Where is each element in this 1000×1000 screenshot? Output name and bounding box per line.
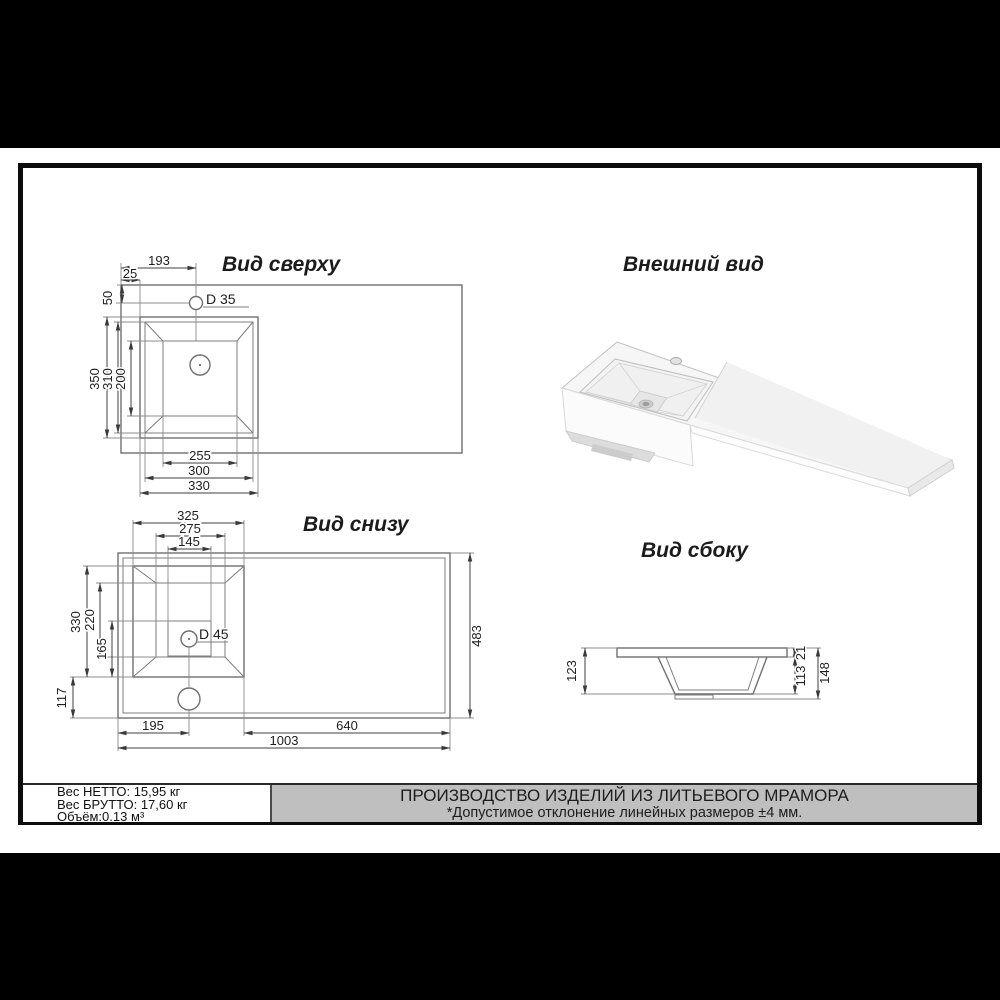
faucet-hole-3d	[671, 358, 682, 365]
slab-profile	[617, 648, 787, 657]
dimension-label: 275	[179, 521, 201, 536]
dimension-label: 1003	[269, 733, 299, 748]
bowl-outer-profile	[658, 657, 767, 694]
dimension-label: 330	[188, 478, 210, 493]
dimension-label: 165	[94, 638, 109, 660]
dimension-label: 25	[122, 266, 138, 281]
countertop-outline	[121, 285, 462, 453]
dimension-label: 220	[82, 609, 97, 631]
drain-center-mark	[188, 638, 190, 640]
dimension-label: 50	[100, 290, 115, 306]
drain-stub	[675, 695, 713, 699]
external-view-render	[545, 320, 980, 510]
dimension-label: 325	[177, 508, 199, 523]
gross-weight-text: Вес БРУТТО: 17,60 кг	[57, 796, 188, 812]
dimension-label: 123	[564, 660, 579, 682]
dimension-label: 113	[793, 665, 808, 687]
dimension-label: 255	[189, 448, 211, 463]
bottom-view-title: Вид снизу	[303, 513, 409, 536]
dimension-label: 330	[68, 611, 83, 633]
dimension-label: 200	[113, 368, 128, 390]
countertop-inner-edge	[123, 558, 445, 713]
dimension-label: 193	[148, 253, 170, 268]
dimension-label: 350	[87, 368, 102, 390]
banner-line2: *Допустимое отклонение линейных размеров ±4 мм.	[446, 804, 803, 821]
dimension-label: 117	[54, 687, 69, 709]
side-view-drawing	[550, 632, 850, 717]
basin-bottom-square	[163, 341, 237, 416]
manufacturer-banner	[270, 785, 977, 822]
title-block	[23, 783, 977, 822]
external-view-title: Внешний вид	[623, 253, 764, 276]
net-weight-text: Вес НЕТТО: 15,95 кг	[57, 784, 181, 799]
weight-info-cell	[23, 785, 270, 822]
dimension-label: 640	[336, 718, 358, 733]
faucet-hole-label: D 35	[206, 291, 236, 307]
dimension-label: 195	[142, 718, 164, 733]
top-black-bar	[0, 0, 1000, 148]
drain-hole-3d-inner	[643, 402, 650, 406]
dimension-label: 145	[178, 534, 200, 549]
side-view-title: Вид сбоку	[641, 539, 748, 562]
drain-center-mark	[199, 364, 201, 366]
dimension-label: 148	[817, 662, 832, 684]
top-view-title: Вид сверху	[222, 253, 340, 276]
top-view-drawing	[55, 248, 475, 508]
dimension-label: 310	[100, 368, 115, 390]
bottom-view-drawing	[50, 502, 490, 762]
overflow-hole	[178, 688, 200, 710]
dimension-label: 21	[793, 645, 808, 661]
dimension-label: 483	[469, 625, 484, 647]
bowl-inner-profile	[666, 657, 759, 690]
volume-text: Объём:0.13 м³	[57, 809, 145, 824]
extension-lines	[70, 520, 474, 751]
banner-line1: ПРОИЗВОДСТВО ИЗДЕЛИЙ ИЗ ЛИТЬЕВОГО МРАМОРА	[400, 785, 849, 805]
sink-inner-square	[156, 583, 225, 657]
dimension-label: 300	[188, 463, 210, 478]
faucet-hole	[190, 297, 203, 310]
bottom-black-bar	[0, 853, 1000, 1000]
drain-hole-label: D 45	[199, 626, 229, 642]
